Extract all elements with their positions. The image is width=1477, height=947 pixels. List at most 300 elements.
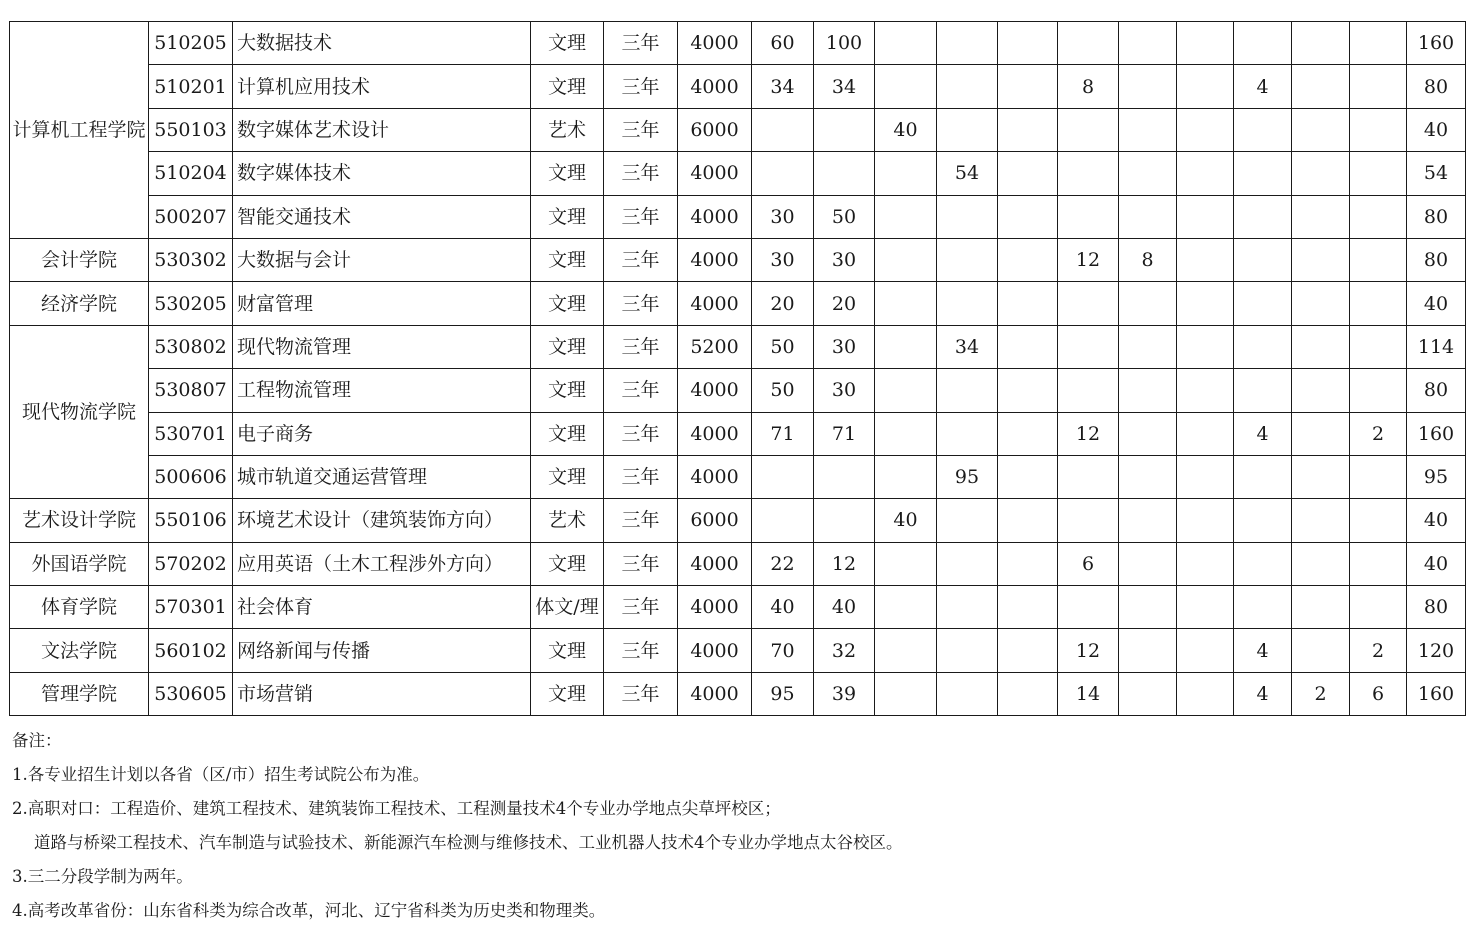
quota-cell (1292, 325, 1350, 368)
quota-cell (814, 499, 875, 542)
duration-cell: 三年 (604, 195, 678, 238)
quota-cell: 8 (1058, 65, 1119, 108)
duration-cell: 三年 (604, 672, 678, 715)
quota-cell (998, 238, 1058, 281)
total-cell: 80 (1407, 369, 1466, 412)
tuition-cell: 4000 (678, 65, 752, 108)
quota-cell (1350, 22, 1407, 65)
quota-cell (814, 152, 875, 195)
quota-cell (1177, 152, 1234, 195)
quota-cell: 34 (752, 65, 814, 108)
quota-cell (1119, 369, 1177, 412)
table-row (10, 412, 1466, 455)
tuition-cell: 4000 (678, 412, 752, 455)
tuition-cell: 4000 (678, 195, 752, 238)
major-code-cell: 550106 (149, 499, 233, 542)
quota-cell: 30 (814, 325, 875, 368)
quota-cell (998, 586, 1058, 629)
table-row (10, 369, 1466, 412)
category-cell: 文理 (531, 282, 604, 325)
major-name-cell: 现代物流管理 (233, 325, 531, 368)
quota-cell (1292, 108, 1350, 151)
category-cell: 体文/理 (531, 586, 604, 629)
quota-cell (1119, 672, 1177, 715)
quota-cell: 30 (752, 238, 814, 281)
quota-cell (1119, 152, 1177, 195)
quota-cell (1177, 412, 1234, 455)
duration-cell: 三年 (604, 282, 678, 325)
quota-cell (1058, 586, 1119, 629)
quota-cell (1350, 65, 1407, 108)
quota-cell (937, 542, 998, 585)
table-row (10, 542, 1466, 585)
total-cell: 54 (1407, 152, 1466, 195)
major-name-cell: 大数据与会计 (233, 238, 531, 281)
total-cell: 80 (1407, 65, 1466, 108)
quota-cell (1292, 412, 1350, 455)
quota-cell (1292, 282, 1350, 325)
duration-cell: 三年 (604, 629, 678, 672)
duration-cell: 三年 (604, 325, 678, 368)
duration-cell: 三年 (604, 22, 678, 65)
tuition-cell: 4000 (678, 629, 752, 672)
quota-cell (1058, 499, 1119, 542)
tuition-cell: 4000 (678, 152, 752, 195)
quota-cell (875, 629, 937, 672)
quota-cell (875, 586, 937, 629)
quota-cell (1119, 108, 1177, 151)
major-name-cell: 环境艺术设计（建筑装饰方向） (233, 499, 531, 542)
quota-cell (1234, 238, 1292, 281)
major-name-cell: 应用英语（土木工程涉外方向） (233, 542, 531, 585)
note-line-3: 3.三二分段学制为两年。 (12, 867, 193, 886)
quota-cell: 71 (752, 412, 814, 455)
quota-cell: 30 (814, 238, 875, 281)
quota-cell (875, 412, 937, 455)
quota-cell (1119, 629, 1177, 672)
quota-cell (1292, 455, 1350, 498)
duration-cell: 三年 (604, 108, 678, 151)
quota-cell: 14 (1058, 672, 1119, 715)
college-name-cell: 外国语学院 (10, 542, 149, 585)
quota-cell (937, 629, 998, 672)
quota-cell (814, 108, 875, 151)
duration-cell: 三年 (604, 238, 678, 281)
note-line-2: 2.高职对口：工程造价、建筑工程技术、建筑装饰工程技术、工程测量技术4个专业办学地点尖草坪校区； (12, 799, 781, 818)
quota-cell (998, 455, 1058, 498)
quota-cell (1292, 195, 1350, 238)
category-cell: 文理 (531, 325, 604, 368)
quota-cell: 8 (1119, 238, 1177, 281)
enrollment-plan-table (9, 21, 1466, 716)
quota-cell: 54 (937, 152, 998, 195)
total-cell: 160 (1407, 22, 1466, 65)
major-name-cell: 计算机应用技术 (233, 65, 531, 108)
quota-cell (998, 22, 1058, 65)
quota-cell (1292, 65, 1350, 108)
quota-cell (998, 629, 1058, 672)
quota-cell (1177, 542, 1234, 585)
tuition-cell: 4000 (678, 22, 752, 65)
major-name-cell: 网络新闻与传播 (233, 629, 531, 672)
table-row (10, 195, 1466, 238)
quota-cell: 20 (752, 282, 814, 325)
major-code-cell: 530701 (149, 412, 233, 455)
duration-cell: 三年 (604, 499, 678, 542)
quota-cell (937, 499, 998, 542)
quota-cell: 22 (752, 542, 814, 585)
tuition-cell: 4000 (678, 586, 752, 629)
category-cell: 文理 (531, 65, 604, 108)
quota-cell (1177, 108, 1234, 151)
major-code-cell: 500207 (149, 195, 233, 238)
duration-cell: 三年 (604, 152, 678, 195)
table-row (10, 586, 1466, 629)
major-code-cell: 550103 (149, 108, 233, 151)
category-cell: 文理 (531, 22, 604, 65)
quota-cell (998, 672, 1058, 715)
quota-cell (814, 455, 875, 498)
quota-cell (1177, 629, 1234, 672)
category-cell: 文理 (531, 542, 604, 585)
quota-cell: 20 (814, 282, 875, 325)
quota-cell: 4 (1234, 672, 1292, 715)
college-name-cell: 文法学院 (10, 629, 149, 672)
quota-cell: 40 (875, 499, 937, 542)
major-code-cell: 530205 (149, 282, 233, 325)
quota-cell (1350, 238, 1407, 281)
total-cell: 40 (1407, 108, 1466, 151)
quota-cell (1234, 22, 1292, 65)
college-name-cell: 计算机工程学院 (10, 22, 149, 239)
quota-cell (875, 455, 937, 498)
quota-cell (1350, 369, 1407, 412)
category-cell: 文理 (531, 629, 604, 672)
quota-cell (875, 369, 937, 412)
note-line-4: 4.高考改革省份：山东省科类为综合改革，河北、辽宁省科类为历史类和物理类。 (12, 901, 606, 920)
quota-cell (1234, 195, 1292, 238)
quota-cell (1350, 108, 1407, 151)
quota-cell (875, 65, 937, 108)
quota-cell (752, 108, 814, 151)
quota-cell (1177, 672, 1234, 715)
quota-cell: 40 (752, 586, 814, 629)
quota-cell (1177, 195, 1234, 238)
total-cell: 80 (1407, 238, 1466, 281)
quota-cell (1119, 586, 1177, 629)
table-row (10, 282, 1466, 325)
major-code-cell: 510201 (149, 65, 233, 108)
quota-cell (1177, 238, 1234, 281)
tuition-cell: 6000 (678, 499, 752, 542)
major-name-cell: 财富管理 (233, 282, 531, 325)
quota-cell (1119, 282, 1177, 325)
quota-cell (998, 65, 1058, 108)
quota-cell (1058, 282, 1119, 325)
quota-cell (752, 499, 814, 542)
quota-cell: 50 (752, 369, 814, 412)
table-row (10, 629, 1466, 672)
quota-cell (1177, 282, 1234, 325)
notes-section (12, 724, 1462, 928)
quota-cell (1177, 586, 1234, 629)
quota-cell (998, 369, 1058, 412)
major-name-cell: 社会体育 (233, 586, 531, 629)
quota-cell: 32 (814, 629, 875, 672)
quota-cell (998, 412, 1058, 455)
quota-cell (1350, 499, 1407, 542)
category-cell: 文理 (531, 412, 604, 455)
quota-cell (752, 455, 814, 498)
quota-cell: 6 (1058, 542, 1119, 585)
table-row (10, 108, 1466, 151)
duration-cell: 三年 (604, 65, 678, 108)
quota-cell: 34 (814, 65, 875, 108)
quota-cell: 71 (814, 412, 875, 455)
tuition-cell: 4000 (678, 238, 752, 281)
major-name-cell: 城市轨道交通运营管理 (233, 455, 531, 498)
quota-cell: 50 (752, 325, 814, 368)
quota-cell (1292, 152, 1350, 195)
quota-cell: 12 (1058, 412, 1119, 455)
quota-cell: 34 (937, 325, 998, 368)
quota-cell (1177, 369, 1234, 412)
total-cell: 40 (1407, 282, 1466, 325)
major-code-cell: 530802 (149, 325, 233, 368)
major-code-cell: 560102 (149, 629, 233, 672)
tuition-cell: 4000 (678, 455, 752, 498)
quota-cell (998, 499, 1058, 542)
total-cell: 114 (1407, 325, 1466, 368)
quota-cell: 12 (1058, 238, 1119, 281)
total-cell: 40 (1407, 499, 1466, 542)
quota-cell (1234, 282, 1292, 325)
major-code-cell: 510204 (149, 152, 233, 195)
quota-cell (998, 195, 1058, 238)
quota-cell (875, 672, 937, 715)
quota-cell (1058, 108, 1119, 151)
tuition-cell: 5200 (678, 325, 752, 368)
college-name-cell: 体育学院 (10, 586, 149, 629)
college-name-cell: 经济学院 (10, 282, 149, 325)
total-cell: 160 (1407, 412, 1466, 455)
quota-cell (937, 22, 998, 65)
table-row (10, 152, 1466, 195)
quota-cell (875, 152, 937, 195)
quota-cell (1350, 152, 1407, 195)
major-code-cell: 500606 (149, 455, 233, 498)
quota-cell (937, 108, 998, 151)
quota-cell: 2 (1292, 672, 1350, 715)
duration-cell: 三年 (604, 412, 678, 455)
quota-cell: 100 (814, 22, 875, 65)
duration-cell: 三年 (604, 369, 678, 412)
quota-cell: 40 (875, 108, 937, 151)
quota-cell (1292, 499, 1350, 542)
quota-cell (1350, 325, 1407, 368)
quota-cell (875, 282, 937, 325)
major-code-cell: 510205 (149, 22, 233, 65)
quota-cell: 40 (814, 586, 875, 629)
category-cell: 艺术 (531, 108, 604, 151)
quota-cell (1350, 195, 1407, 238)
total-cell: 80 (1407, 195, 1466, 238)
quota-cell (1119, 22, 1177, 65)
quota-cell (875, 22, 937, 65)
quota-cell (1292, 542, 1350, 585)
quota-cell (1177, 455, 1234, 498)
quota-cell (1292, 238, 1350, 281)
quota-cell (998, 108, 1058, 151)
quota-cell (998, 152, 1058, 195)
college-name-cell: 会计学院 (10, 238, 149, 281)
quota-cell (998, 542, 1058, 585)
major-code-cell: 530605 (149, 672, 233, 715)
quota-cell (875, 195, 937, 238)
total-cell: 120 (1407, 629, 1466, 672)
quota-cell (1058, 369, 1119, 412)
quota-cell (1058, 325, 1119, 368)
notes-heading: 备注： (12, 731, 62, 750)
duration-cell: 三年 (604, 586, 678, 629)
quota-cell (1119, 499, 1177, 542)
quota-cell (1292, 586, 1350, 629)
quota-cell (998, 325, 1058, 368)
quota-cell (1350, 282, 1407, 325)
quota-cell: 60 (752, 22, 814, 65)
table-row (10, 455, 1466, 498)
quota-cell (1177, 325, 1234, 368)
quota-cell (1292, 369, 1350, 412)
total-cell: 40 (1407, 542, 1466, 585)
quota-cell (937, 672, 998, 715)
quota-cell (1177, 22, 1234, 65)
quota-cell: 6 (1350, 672, 1407, 715)
college-name-cell: 现代物流学院 (10, 325, 149, 499)
quota-cell: 95 (752, 672, 814, 715)
quota-cell (1350, 455, 1407, 498)
quota-cell (998, 282, 1058, 325)
quota-cell (1234, 152, 1292, 195)
major-name-cell: 电子商务 (233, 412, 531, 455)
major-name-cell: 智能交通技术 (233, 195, 531, 238)
category-cell: 文理 (531, 238, 604, 281)
quota-cell (1292, 629, 1350, 672)
quota-cell: 2 (1350, 629, 1407, 672)
quota-cell (1234, 586, 1292, 629)
quota-cell: 4 (1234, 412, 1292, 455)
quota-cell: 50 (814, 195, 875, 238)
major-code-cell: 570202 (149, 542, 233, 585)
quota-cell: 39 (814, 672, 875, 715)
table-row (10, 672, 1466, 715)
quota-cell (1234, 369, 1292, 412)
tuition-cell: 4000 (678, 369, 752, 412)
college-name-cell: 管理学院 (10, 672, 149, 715)
quota-cell (875, 325, 937, 368)
quota-cell (1234, 455, 1292, 498)
category-cell: 艺术 (531, 499, 604, 542)
quota-cell (1058, 152, 1119, 195)
quota-cell: 12 (814, 542, 875, 585)
quota-cell: 30 (814, 369, 875, 412)
major-name-cell: 市场营销 (233, 672, 531, 715)
category-cell: 文理 (531, 195, 604, 238)
quota-cell (937, 282, 998, 325)
tuition-cell: 6000 (678, 108, 752, 151)
quota-cell (1119, 412, 1177, 455)
quota-cell (1119, 65, 1177, 108)
duration-cell: 三年 (604, 455, 678, 498)
note-line-2-continued: 道路与桥梁工程技术、汽车制造与试验技术、新能源汽车检测与维修技术、工业机器人技术4个专业办学地点太谷校区。 (34, 833, 903, 852)
table-row (10, 65, 1466, 108)
category-cell: 文理 (531, 672, 604, 715)
quota-cell: 12 (1058, 629, 1119, 672)
duration-cell: 三年 (604, 542, 678, 585)
quota-cell (937, 238, 998, 281)
major-code-cell: 530807 (149, 369, 233, 412)
total-cell: 95 (1407, 455, 1466, 498)
major-name-cell: 数字媒体艺术设计 (233, 108, 531, 151)
total-cell: 80 (1407, 586, 1466, 629)
quota-cell (1119, 455, 1177, 498)
quota-cell: 70 (752, 629, 814, 672)
quota-cell (937, 412, 998, 455)
quota-cell (1234, 108, 1292, 151)
quota-cell (937, 369, 998, 412)
tuition-cell: 4000 (678, 672, 752, 715)
major-code-cell: 530302 (149, 238, 233, 281)
major-name-cell: 工程物流管理 (233, 369, 531, 412)
quota-cell (875, 542, 937, 585)
quota-cell (1177, 65, 1234, 108)
quota-cell (1058, 22, 1119, 65)
quota-cell (752, 152, 814, 195)
quota-cell (1119, 542, 1177, 585)
quota-cell: 2 (1350, 412, 1407, 455)
quota-cell (1058, 455, 1119, 498)
tuition-cell: 4000 (678, 282, 752, 325)
quota-cell (937, 65, 998, 108)
quota-cell (1234, 542, 1292, 585)
major-name-cell: 大数据技术 (233, 22, 531, 65)
quota-cell (1350, 586, 1407, 629)
major-code-cell: 570301 (149, 586, 233, 629)
quota-cell (937, 195, 998, 238)
quota-cell (1177, 499, 1234, 542)
quota-cell (1058, 195, 1119, 238)
college-name-cell: 艺术设计学院 (10, 499, 149, 542)
major-name-cell: 数字媒体技术 (233, 152, 531, 195)
table-row (10, 499, 1466, 542)
quota-cell (1234, 499, 1292, 542)
table-row (10, 325, 1466, 368)
table-row (10, 238, 1466, 281)
note-line-1: 1.各专业招生计划以各省（区/市）招生考试院公布为准。 (12, 765, 430, 784)
quota-cell (875, 238, 937, 281)
quota-cell: 4 (1234, 629, 1292, 672)
quota-cell (1119, 195, 1177, 238)
quota-cell: 95 (937, 455, 998, 498)
quota-cell (1119, 325, 1177, 368)
quota-cell: 4 (1234, 65, 1292, 108)
quota-cell (937, 586, 998, 629)
category-cell: 文理 (531, 455, 604, 498)
quota-cell (1292, 22, 1350, 65)
quota-cell (1350, 542, 1407, 585)
total-cell: 160 (1407, 672, 1466, 715)
tuition-cell: 4000 (678, 542, 752, 585)
